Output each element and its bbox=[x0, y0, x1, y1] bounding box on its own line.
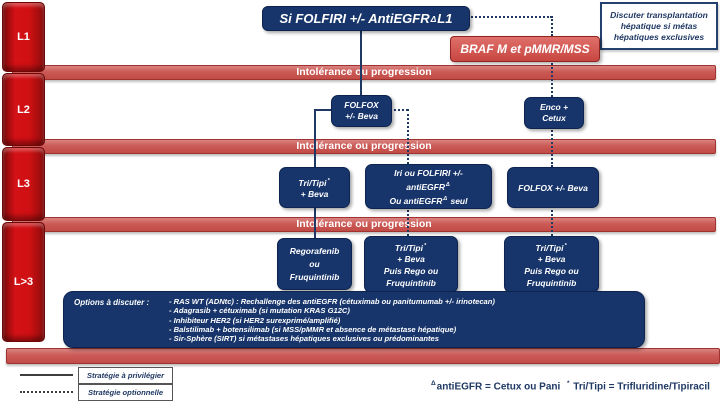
progression-bar-1 bbox=[12, 65, 716, 80]
level-badge-l1 bbox=[2, 2, 45, 72]
box-line bbox=[390, 193, 468, 207]
legend-preferred-strategy bbox=[78, 367, 173, 384]
level-label: L>3 bbox=[13, 276, 34, 288]
legend-label: Stratégie à privilégier bbox=[86, 371, 165, 380]
options-item: - RAS WT (ADNtc) : Rechallenge des antiEGFR (cétuximab ou panitumumab +/- irinotecan) bbox=[169, 297, 495, 306]
box-line: + Beva bbox=[397, 254, 425, 265]
box-text: Tri/Tipi bbox=[535, 242, 564, 253]
connector-folfox-right-to-tritipi-dotted bbox=[551, 206, 553, 236]
box-line: FOLFOX +/- Beva bbox=[518, 182, 588, 193]
progression-bar-3 bbox=[12, 217, 716, 232]
l1-treatment-box bbox=[262, 6, 470, 31]
delta-superscript: Δ bbox=[446, 181, 450, 188]
asterisk-superscript: * bbox=[564, 242, 567, 249]
box-line: Fruquintinib bbox=[386, 278, 436, 289]
connector-folfox-to-tritipi-solid bbox=[314, 109, 316, 167]
box-line: Regorafenib bbox=[289, 245, 340, 256]
box-line: +/- Beva bbox=[345, 111, 378, 121]
transplant-note-line: hépatique si métas bbox=[620, 20, 698, 31]
connector-folfox-left-horizontal-solid bbox=[314, 109, 331, 111]
level-badge-l2 bbox=[2, 73, 45, 146]
level-label: L3 bbox=[17, 178, 30, 190]
options-to-discuss-box bbox=[63, 291, 645, 348]
l2-folfox-beva-box bbox=[331, 95, 392, 127]
box-line: Iri ou FOLFIRI +/- bbox=[394, 167, 463, 178]
box-line: + Beva bbox=[300, 189, 329, 200]
progression-bar-label: Intolérance ou progression bbox=[296, 66, 432, 78]
connector-folfox-right-horizontal-dotted bbox=[390, 109, 408, 111]
progression-bar-label: Intolérance ou progression bbox=[296, 140, 432, 152]
box-line: FOLFOX bbox=[344, 100, 379, 110]
delta-superscript: Δ bbox=[431, 380, 436, 387]
connector-braf-up-dotted bbox=[551, 16, 553, 36]
asterisk-superscript: * bbox=[567, 380, 570, 387]
box-line: + Beva bbox=[537, 254, 566, 265]
box-line: Puis Rego ou bbox=[524, 266, 579, 277]
legend-label: Stratégie optionnelle bbox=[87, 388, 164, 397]
connector-title-to-braf-dotted bbox=[468, 16, 552, 18]
box-line bbox=[406, 179, 450, 193]
options-item: - Inhibiteur HER2 (si HER2 surexprimé/amplifié) bbox=[169, 315, 341, 325]
l2-enco-cetux-box bbox=[524, 97, 584, 129]
connector-title-to-folfox-solid bbox=[360, 29, 362, 95]
options-item: - Sir-Sphère (SIRT) si métastases hépatiques exclusives ou prédominantes bbox=[169, 334, 439, 344]
footnote-antiegfr bbox=[430, 380, 560, 392]
transplant-note-box bbox=[600, 2, 718, 50]
l1-treatment-suffix: L1 bbox=[437, 11, 453, 26]
level-badge-l-gt-3 bbox=[2, 222, 45, 342]
l3-tritipi-beva-box bbox=[279, 167, 350, 208]
l4-tritipi-rego-box-right bbox=[504, 236, 599, 293]
transplant-note-line: Discuter transplantation bbox=[610, 9, 708, 20]
asterisk-superscript: * bbox=[423, 242, 427, 249]
delta-superscript: Δ bbox=[443, 195, 448, 202]
delta-superscript: Δ bbox=[430, 13, 437, 24]
legend-dotted-line-sample bbox=[20, 391, 73, 393]
box-line: Puis Rego ou bbox=[383, 266, 439, 277]
braf-mutation-label: BRAF M et pMMR/MSS bbox=[460, 42, 590, 56]
box-line: Enco + bbox=[539, 102, 569, 112]
options-list bbox=[169, 297, 495, 343]
connector-tritipi-to-rego-solid bbox=[314, 206, 316, 238]
box-line bbox=[298, 175, 330, 189]
progression-bar-2 bbox=[12, 139, 716, 154]
box-line: Cetux bbox=[542, 113, 566, 123]
footnote-text: antiEGFR = Cetux ou Pani bbox=[436, 381, 561, 393]
box-text: Ou antiEGFR bbox=[389, 195, 443, 206]
l4-regorafenib-fruquintinib-box bbox=[277, 238, 352, 290]
l3-iri-folfiri-antiegfr-box bbox=[365, 164, 492, 209]
box-line: ou bbox=[309, 258, 320, 269]
box-line bbox=[535, 240, 567, 254]
l1-treatment-text: Si FOLFIRI +/- AntiEGFR bbox=[279, 11, 430, 26]
progression-bar-bottom bbox=[6, 348, 720, 364]
options-item: - Adagrasib + cétuximab (si mutation KRAS G12C) bbox=[169, 306, 350, 316]
level-label: L2 bbox=[17, 103, 30, 116]
braf-mutation-box bbox=[450, 36, 600, 62]
transplant-note-line: hépatiques exclusives bbox=[613, 31, 705, 42]
progression-bar-label: Intolérance ou progression bbox=[296, 218, 432, 230]
box-line: Fruquintinib bbox=[289, 271, 340, 282]
connector-braf-to-enco-dotted bbox=[551, 60, 553, 97]
l4-tritipi-rego-box-middle bbox=[364, 236, 458, 293]
level-badge-l3 bbox=[2, 147, 45, 221]
options-item: - Balstilimab + botensilimab (si MSS/pMMR et absence de métastase hépatique) bbox=[169, 324, 457, 334]
footnote-text: Tri/Tipi = Trifluridine/Tipiracil bbox=[570, 381, 710, 393]
options-label: Options à discuter : bbox=[74, 298, 150, 307]
l3-folfox-beva-box bbox=[507, 167, 599, 208]
footnote-tritipi bbox=[566, 380, 710, 392]
legend-solid-line-sample bbox=[20, 374, 73, 376]
level-label: L1 bbox=[17, 31, 30, 43]
box-text: antiEGFR bbox=[406, 181, 446, 192]
box-text: Tri/Tipi bbox=[394, 242, 423, 253]
box-text: Tri/Tipi bbox=[298, 177, 327, 188]
asterisk-superscript: * bbox=[327, 177, 330, 184]
connector-enco-to-folfox-dotted bbox=[551, 127, 553, 167]
box-text: seul bbox=[448, 195, 468, 206]
box-line bbox=[395, 240, 427, 254]
connector-folfox-to-iri-dotted bbox=[407, 109, 409, 164]
legend-optional-strategy bbox=[78, 384, 173, 401]
box-line: Fruquintinib bbox=[526, 278, 577, 289]
connector-iri-to-tritipi-dotted bbox=[407, 207, 409, 236]
